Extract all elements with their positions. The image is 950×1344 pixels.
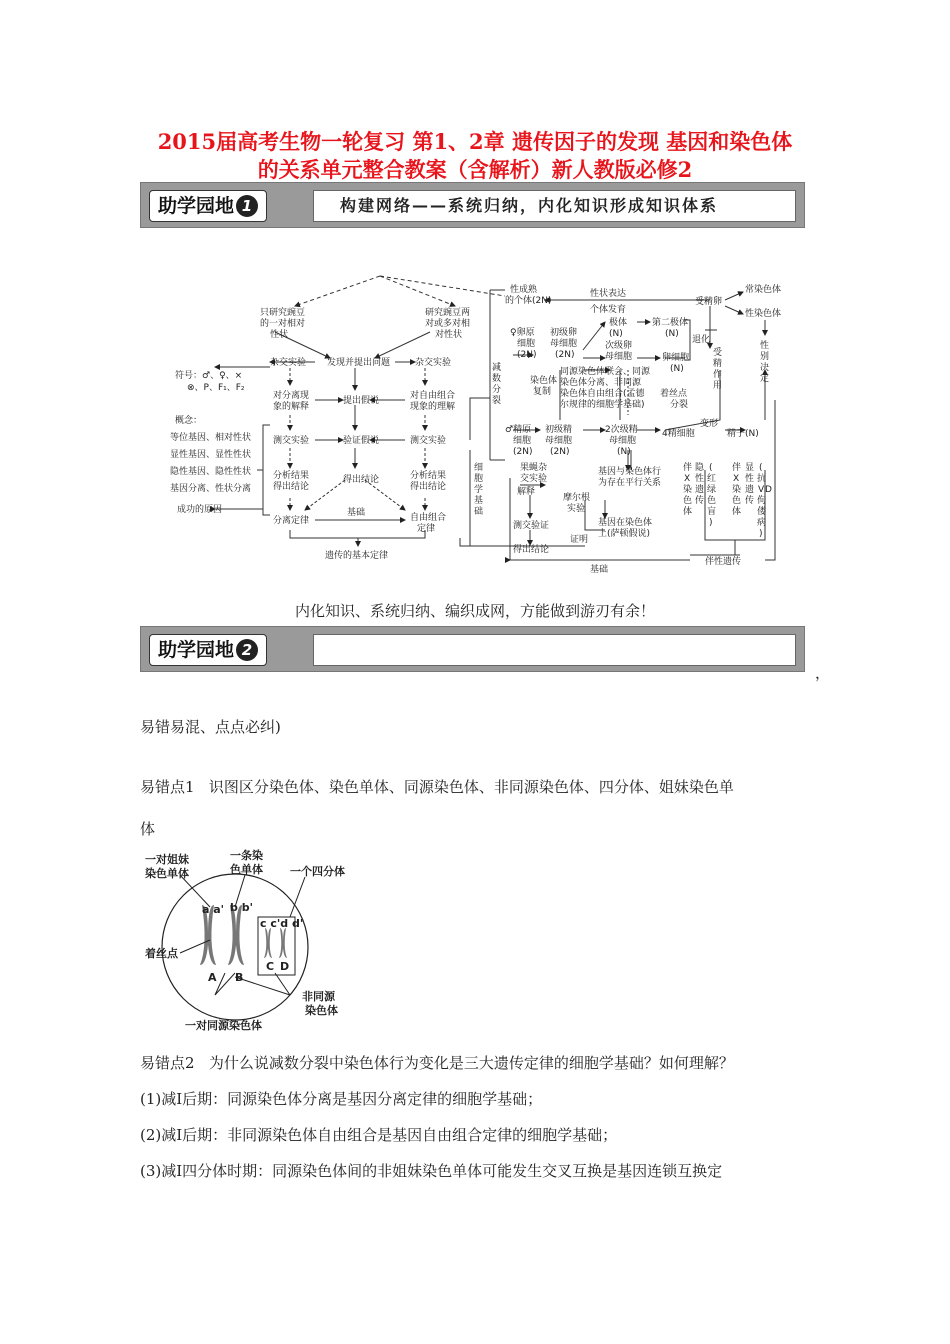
law-b-1: 定律 bbox=[417, 524, 436, 534]
fertilize-2: 作 bbox=[713, 370, 723, 380]
mature-1: 的个体(2N) bbox=[505, 296, 552, 306]
oogonium-1: 细胞 bbox=[517, 339, 536, 349]
blind-1: 红 bbox=[707, 474, 717, 484]
homologous: 一对同源染色体 bbox=[185, 1019, 262, 1032]
title-line-2: 的关系单元整合教案（含解析）新人教版必修2 bbox=[257, 157, 693, 182]
conclusion: 得出结论 bbox=[343, 475, 380, 485]
primary-oocyte-0: 初级卵 bbox=[550, 328, 578, 338]
point-1-tail: 体 bbox=[140, 820, 156, 838]
testcross-verify: 测交验证 bbox=[513, 521, 550, 531]
parallel-1: 为存在平行关系 bbox=[598, 478, 662, 488]
banner-heading: 构建网络——系统归纳，内化知识形成知识体系 bbox=[313, 190, 796, 222]
get-conclusion: 得出结论 bbox=[513, 545, 550, 555]
rickets-4: 佝 bbox=[757, 496, 767, 506]
left-top-a-0: 只研究豌豆 bbox=[260, 308, 306, 318]
explain-a-1: 象的解释 bbox=[273, 402, 310, 412]
cell-basis-1: 胞 bbox=[474, 474, 484, 484]
point-2-text: 为什么说减数分裂中染色体行为变化是三大遗传定律的细胞学基础？如何理解？ bbox=[208, 1054, 734, 1072]
stray-comma: ， bbox=[815, 664, 831, 682]
primary-sperm-1: 母细胞 bbox=[545, 436, 573, 446]
spermatogonium-1: 细胞 bbox=[513, 436, 532, 446]
left-top-a-1: 的一对相对 bbox=[260, 319, 306, 329]
concept-map-diagram bbox=[165, 270, 790, 582]
nonhomologous-1: 染色体 bbox=[305, 1004, 338, 1017]
sex-determine-1: 别 bbox=[760, 352, 770, 362]
sperm: 精子(N) bbox=[727, 429, 759, 439]
meiosis-0: 减 bbox=[492, 363, 502, 373]
x-rec-b-2: 遗 bbox=[695, 485, 705, 495]
degenerate: 退化 bbox=[692, 335, 711, 345]
morgan-1: 实验 bbox=[567, 504, 586, 514]
cell-basis-3: 基 bbox=[474, 496, 484, 506]
secondary-sperm-0: 2次级精 bbox=[605, 425, 638, 435]
x-rec-4: 体 bbox=[683, 507, 693, 517]
circled-number: 1 bbox=[236, 195, 258, 217]
x-rec-1: X bbox=[684, 474, 691, 484]
change: 变形 bbox=[700, 419, 719, 429]
fertilized: 受精卵 bbox=[695, 297, 723, 307]
discover: 发现并提出问题 bbox=[327, 358, 391, 368]
develop: 个体发育 bbox=[590, 305, 627, 315]
centromere-label: 着丝点 bbox=[145, 947, 178, 960]
left-top-b-2: 对性状 bbox=[435, 330, 463, 340]
sex-linked: 伴性遗传 bbox=[705, 557, 742, 567]
sex-determine-3: 定 bbox=[760, 374, 770, 384]
x-dom-b-3: 传 bbox=[745, 496, 755, 506]
hypothesis: 提出假说 bbox=[343, 396, 380, 406]
oogonium-0: ♀卵原 bbox=[510, 328, 535, 338]
nonhomologous-0: 非同源 bbox=[302, 990, 335, 1003]
gene-on-chrom-1: 上(萨顿假说) bbox=[598, 529, 651, 539]
x-dom-b-0: 显 bbox=[745, 463, 755, 473]
letter-C: C bbox=[266, 960, 275, 973]
chrom-copy-0: 染色体 bbox=[530, 376, 558, 386]
symbols-0: 符号：♂、♀、× bbox=[175, 371, 243, 381]
x-rec-2: 染 bbox=[683, 485, 693, 495]
centromere-1: 分裂 bbox=[670, 400, 689, 410]
trait-express: 性状表达 bbox=[590, 289, 627, 299]
blind-5: ) bbox=[709, 518, 713, 528]
letters-ab: a a' bbox=[202, 903, 225, 916]
egg: 卵细胞 bbox=[662, 353, 690, 363]
rickets-1: 抗 bbox=[757, 474, 767, 484]
cell-basis-0: 细 bbox=[474, 463, 484, 473]
circled-number-2: 2 bbox=[236, 639, 258, 661]
x-rec-b-0: 隐 bbox=[695, 463, 705, 473]
banner-heading-2 bbox=[313, 634, 796, 666]
sex-chrom: 性染色体 bbox=[745, 309, 782, 319]
blind-3: 色 bbox=[707, 496, 717, 506]
letter-D: D bbox=[280, 960, 290, 973]
synapsis-3: 尔规律的细胞学基础) bbox=[560, 400, 645, 410]
caption: 内化知识、系统归纳、编织成网，方能做到游刃有余！ bbox=[294, 602, 655, 620]
analyze-b-0: 分析结果 bbox=[410, 471, 447, 481]
chromatid-0: 一条染 bbox=[230, 849, 263, 862]
concept-4: 基因分离、性状分离 bbox=[170, 484, 252, 494]
mature-0: 性成熟 bbox=[510, 285, 538, 295]
symbols-1: ⊗、P、F₁、F₂ bbox=[187, 383, 245, 393]
document-title bbox=[80, 128, 870, 184]
tetrad: 一个四分体 bbox=[290, 865, 345, 878]
letters-cd: c c'd d' bbox=[260, 917, 304, 930]
rickets-7: ) bbox=[759, 529, 763, 539]
n-mark-2: (N) bbox=[670, 364, 684, 374]
fly-exp-0: 果蝇杂 bbox=[520, 463, 548, 473]
sister-1: 染色单体 bbox=[145, 867, 189, 880]
section-banner-2 bbox=[140, 626, 805, 672]
fertilize-0: 受 bbox=[713, 348, 723, 358]
left-top-b-0: 研究豌豆两 bbox=[425, 308, 471, 318]
x-rec-0: 伴 bbox=[683, 463, 693, 473]
basic-law: 遗传的基本定律 bbox=[325, 551, 389, 561]
primary-sperm-0: 初级精 bbox=[545, 425, 573, 435]
synapsis-2: 染色体自由组合(孟德 bbox=[560, 389, 645, 399]
right-block bbox=[492, 283, 781, 575]
autosome: 常染色体 bbox=[745, 285, 782, 295]
concept-0: 概念： bbox=[175, 416, 203, 426]
oogonium-2: (2N) bbox=[517, 350, 537, 360]
blind-2: 绿 bbox=[707, 485, 717, 495]
meiosis-3: 裂 bbox=[492, 396, 502, 406]
x-dom-b-1: 性 bbox=[745, 474, 755, 484]
x-dom-0: 伴 bbox=[732, 463, 742, 473]
test-a: 测交实验 bbox=[273, 436, 310, 446]
test-b: 测交实验 bbox=[410, 436, 447, 446]
sister-0: 一对姐妹 bbox=[145, 853, 189, 866]
x-rec-3: 色 bbox=[683, 496, 693, 506]
explain: 解释 bbox=[517, 487, 536, 497]
item-3: (3)减Ⅰ四分体时期：同源染色体间的非姐妹染色单体可能发生交叉互换是基因连锁互换定 bbox=[140, 1162, 723, 1180]
left-block bbox=[170, 306, 483, 561]
x-dom-2: 染 bbox=[732, 485, 742, 495]
x-rec-b-1: 性 bbox=[695, 474, 705, 484]
parallel-0: 基因与染色体行 bbox=[598, 467, 662, 477]
rickets-0: ( bbox=[759, 463, 763, 473]
gene-on-chrom-0: 基因在染色体 bbox=[598, 518, 653, 528]
concept-1: 等位基因、相对性状 bbox=[170, 433, 252, 443]
basis2: 基础 bbox=[590, 565, 609, 575]
left-top-a-2: 性状 bbox=[270, 330, 289, 340]
section-banner-1 bbox=[140, 182, 805, 228]
letters-bb: b b' bbox=[230, 901, 253, 914]
banner-tag-2: 助学园地 2 bbox=[149, 634, 267, 666]
point-2-label: 易错点2 bbox=[140, 1054, 195, 1072]
primary-oocyte-2: (2N) bbox=[555, 350, 575, 360]
meiosis-1: 数 bbox=[492, 374, 502, 384]
cell-basis-4: 础 bbox=[474, 507, 484, 517]
sex-determine-0: 性 bbox=[760, 341, 770, 351]
polar1: 极体 bbox=[609, 318, 628, 328]
verify: 验证假说 bbox=[343, 436, 380, 446]
x-dom-b-2: 遗 bbox=[745, 485, 755, 495]
rickets-6: 病 bbox=[757, 518, 767, 528]
point-1-text: 识图区分染色体、染色单体、同源染色体、非同源染色体、四分体、姐妹染色单 bbox=[208, 778, 734, 796]
synapsis-1: 染色体分离、非同源 bbox=[560, 378, 642, 388]
x-rec-b-3: 传 bbox=[695, 496, 705, 506]
fertilize-3: 用 bbox=[713, 381, 723, 391]
n-mark-0: (N) bbox=[609, 329, 623, 339]
law-a: 分离定律 bbox=[273, 516, 310, 526]
letter-B: B bbox=[235, 971, 244, 984]
rickets-3: D bbox=[765, 485, 772, 495]
polar2: 第二极体 bbox=[652, 318, 689, 328]
title-line-1: 2015届高考生物一轮复习 第1、2章 遗传因子的发现 基因和染色体 bbox=[157, 129, 793, 154]
primary-oocyte-1: 母细胞 bbox=[550, 339, 578, 349]
fertilize-1: 精 bbox=[713, 359, 723, 369]
chromatid-1: 色单体 bbox=[230, 863, 263, 876]
secondary-sperm-1: 母细胞 bbox=[609, 436, 637, 446]
blind-4: 盲 bbox=[707, 507, 717, 517]
item-2: (2)减Ⅰ后期：非同源染色体自由组合是基因自由组合定律的细胞学基础； bbox=[140, 1126, 618, 1144]
analyze-b-1: 得出结论 bbox=[410, 482, 447, 492]
cell-basis-2: 学 bbox=[474, 485, 484, 495]
hybrid-b: 杂交实验 bbox=[415, 358, 452, 368]
law-b-0: 自由组合 bbox=[410, 513, 447, 523]
spermatogonium-0: ♂精原 bbox=[505, 425, 532, 435]
explain-a-0: 对分离现 bbox=[273, 391, 310, 401]
secondary-sperm-2: (N) bbox=[617, 447, 631, 457]
rickets-5: 偻 bbox=[757, 507, 767, 517]
spermatid: 4精细胞 bbox=[662, 429, 695, 439]
explain-b-0: 对自由组合 bbox=[410, 391, 456, 401]
error-point-2 bbox=[140, 1052, 820, 1074]
banner-tag: 助学园地 1 bbox=[149, 190, 267, 222]
concept-5: 成功的原因 bbox=[177, 505, 223, 515]
left-top-b-1: 对或多对相 bbox=[425, 319, 471, 329]
secondary-oocyte-0: 次级卵 bbox=[605, 341, 633, 351]
prove: 证明 bbox=[570, 535, 589, 545]
basis: 基础 bbox=[347, 508, 366, 518]
item-1: (1)减Ⅰ后期：同源染色体分离是基因分离定律的细胞学基础； bbox=[140, 1090, 543, 1108]
hybrid-a: 杂交实验 bbox=[270, 358, 307, 368]
error-point-1 bbox=[140, 776, 820, 798]
concept-2: 显性基因、显性性状 bbox=[170, 450, 252, 460]
meiosis-2: 分 bbox=[492, 385, 502, 395]
secondary-oocyte-1: 母细胞 bbox=[605, 352, 633, 362]
analyze-a-0: 分析结果 bbox=[273, 471, 310, 481]
spermatogonium-2: (2N) bbox=[513, 447, 533, 457]
point-1-label: 易错点1 bbox=[140, 778, 195, 796]
section-heading: 易错易混、点点必纠) bbox=[140, 718, 281, 736]
blind-0: ( bbox=[709, 463, 713, 473]
x-dom-1: X bbox=[733, 474, 740, 484]
rickets-2: V bbox=[758, 485, 765, 495]
explain-b-1: 现象的理解 bbox=[410, 402, 456, 412]
synapsis-0: 同源染色体联会、同源 bbox=[560, 367, 651, 377]
sex-determine-2: 决 bbox=[760, 363, 770, 373]
x-dom-3: 色 bbox=[732, 496, 742, 506]
centromere-0: 着丝点 bbox=[660, 389, 688, 399]
fly-exp-1: 交实验 bbox=[520, 474, 548, 484]
x-dom-4: 体 bbox=[732, 507, 742, 517]
n-mark-1: (N) bbox=[665, 329, 679, 339]
concept-3: 隐性基因、隐性性状 bbox=[170, 467, 252, 477]
letter-A: A bbox=[208, 971, 217, 984]
morgan-0: 摩尔根 bbox=[563, 493, 591, 503]
analyze-a-1: 得出结论 bbox=[273, 482, 310, 492]
chrom-copy-1: 复制 bbox=[533, 387, 552, 397]
primary-sperm-2: (2N) bbox=[550, 447, 570, 457]
chromosome-figure bbox=[140, 845, 380, 1035]
